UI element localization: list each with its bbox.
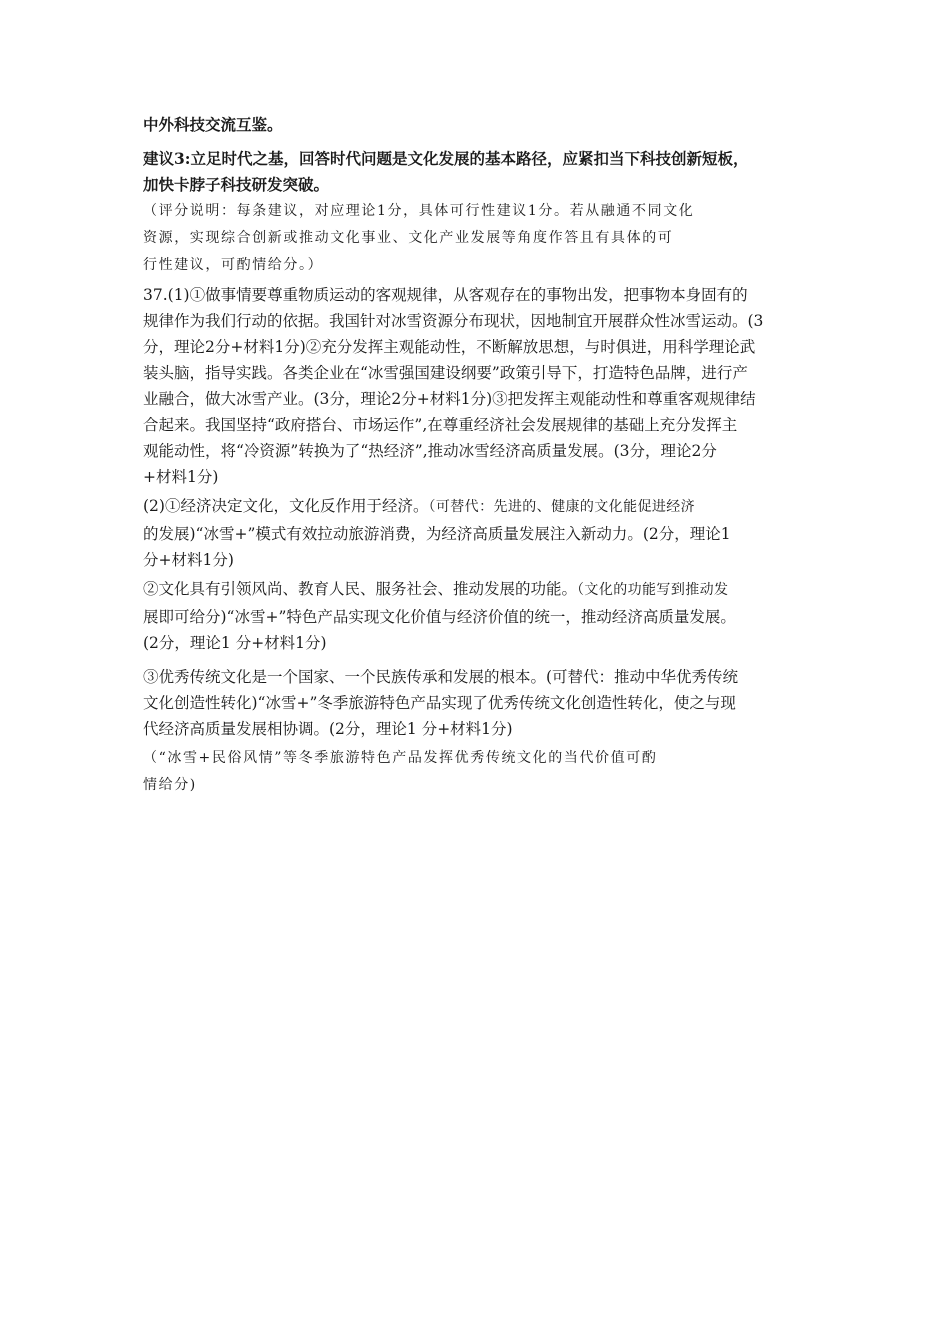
answer-2-point-3-line-3: 代经济高质量发展相协调。(2分，理论1 分+材料1分)	[143, 720, 513, 738]
closing-note-line-1: （“冰雪+民俗风情”等冬季旅游特色产品发挥优秀传统文化的当代价值可酌	[143, 750, 658, 766]
answer-37-line-7: 观能动性，将“冷资源”转换为了“热经济”,推动冰雪经济高质量发展。(3分，理论2分	[143, 442, 717, 460]
answer-2-line-2: 的发展)“冰雪+”模式有效拉动旅游消费，为经济高质量发展注入新动力。(2分，理论1	[143, 525, 731, 543]
answer-2-main: (2)①经济决定文化，文化反作用于经济。	[143, 497, 429, 515]
closing-note-line-2: 情给分)	[143, 777, 197, 793]
answer-37-line-8: +材料1分)	[143, 468, 219, 486]
culture-function-main: ②文化具有引领风尚、教育人民、服务社会、推动发展的功能。	[143, 580, 578, 598]
answer-37-line-2: 规律作为我们行动的依据。我国针对冰雪资源分布现状，因地制宜开展群众性冰雪运动。(3	[143, 312, 764, 330]
answer-37-line-6: 合起来。我国坚持“政府搭台、市场运作”,在尊重经济社会发展规律的基础上充分发挥主	[143, 416, 738, 434]
text-line-1: 中外科技交流互鉴。	[143, 115, 283, 134]
document-page	[143, 112, 808, 799]
answer-2-alt: （可替代：先进的、健康的文化能促进经济	[428, 499, 696, 515]
answer-37-line-1: 37.(1)①做事情要尊重物质运动的客观规律，从客观存在的事物出发，把事物本身固有的	[143, 286, 748, 304]
answer-2-point-2-line-3: (2分，理论1 分+材料1分)	[143, 634, 327, 652]
answer-2-point-3-line-1: ③优秀传统文化是一个国家、一个民族传承和发展的根本。(可替代：推动中华优秀传统	[143, 668, 739, 686]
answer-37-line-5: 业融合，做大冰雪产业。(3分，理论2分+材料1分)③把发挥主观能动性和尊重客观规律结	[143, 390, 756, 408]
scoring-note-line-3: 行性建议，可酌情给分。）	[143, 257, 324, 273]
answer-2-point-3-line-2: 文化创造性转化)“冰雪+”冬季旅游特色产品实现了优秀传统文化创造性转化，使之与现	[143, 694, 736, 712]
answer-2-line-3: 分+材料1分)	[143, 551, 234, 569]
text-line-2: 建议3:立足时代之基，回答时代问题是文化发展的基本路径，应紧扣当下科技创新短板，	[143, 149, 749, 168]
answer-2-point-2-line-2: 展即可给分)“冰雪+”特色产品实现文化价值与经济价值的统一，推动经济高质量发展。	[143, 608, 736, 626]
answer-2-point-2-line-1	[143, 576, 808, 604]
answer-37-line-3: 分，理论2分+材料1分)②充分发挥主观能动性，不断解放思想，与时俱进，用科学理论武	[143, 338, 756, 356]
answer-37-line-4: 装头脑，指导实践。各类企业在“冰雪强国建设纲要”政策引导下，打造特色品牌，进行产	[143, 364, 748, 382]
scoring-note-line-1: （评分说明：每条建议，对应理论1分，具体可行性建议1分。若从融通不同文化	[143, 203, 695, 219]
text-line-3: 加快卡脖子科技研发突破。	[143, 175, 330, 194]
answer-2-line-1	[143, 493, 808, 521]
scoring-note-line-2: 资源，实现综合创新或推动文化事业、文化产业发展等角度作答且有具体的可	[143, 230, 674, 246]
culture-function-note: （文化的功能写到推动发	[577, 582, 729, 598]
